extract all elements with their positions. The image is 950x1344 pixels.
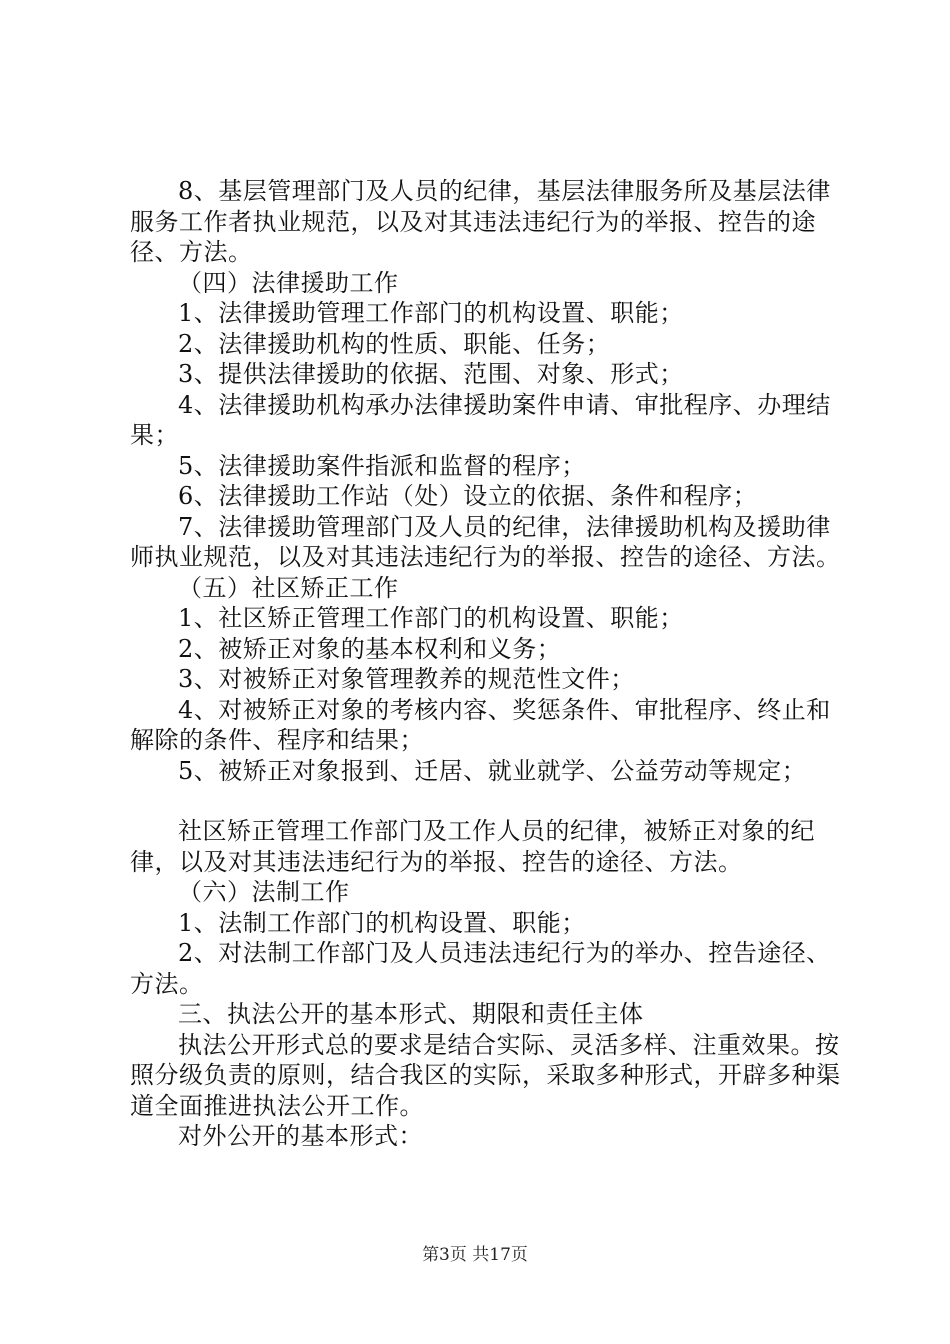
paragraph-legal-aid-7: 7、法律援助管理部门及人员的纪律，法律援助机构及援助律师执业规范，以及对其违法违纪行为的举报、控告的途径、方法。 (130, 512, 841, 571)
paragraph-legal-aid-6: 6、法律援助工作站（处）设立的依据、条件和程序； (178, 482, 758, 510)
paragraph-legal-system-2: 2、对法制工作部门及人员违法违纪行为的举办、控告途径、方法。 (130, 939, 831, 998)
paragraph-legal-aid-2: 2、法律援助机构的性质、职能、任务； (178, 329, 611, 358)
paragraph-correction-discipline: 社区矫正管理工作部门及工作人员的纪律，被矫正对象的纪律，以及对其违法违纪行为的举报、控告的途径、方法。 (130, 817, 815, 876)
paragraph-spacer (130, 786, 842, 816)
paragraph-correction-1: 1、社区矫正管理工作部门的机构设置、职能； (178, 604, 684, 632)
section-heading-legal-system: （六）法制工作 (178, 878, 350, 906)
paragraph-correction-2: 2、被矫正对象的基本权利和义务； (178, 634, 562, 663)
paragraph-correction-5: 5、被矫正对象报到、迁居、就业就学、公益劳动等规定； (178, 756, 807, 785)
paragraph-legal-aid-3: 3、提供法律援助的依据、范围、对象、形式； (178, 360, 684, 388)
page-number-footer: 第3页 共17页 (422, 1245, 528, 1265)
paragraph-legal-aid-5: 5、法律援助案件指派和监督的程序； (178, 451, 586, 480)
paragraph-legal-system-1: 1、法制工作部门的机构设置、职能； (178, 908, 586, 937)
section-heading-disclosure-forms: 三、执法公开的基本形式、期限和责任主体 (178, 1000, 644, 1028)
paragraph-correction-4: 4、对被矫正对象的考核内容、奖惩条件、审批程序、终止和解除的条件、程序和结果； (130, 695, 831, 754)
paragraph-correction-3: 3、对被矫正对象管理教养的规范性文件； (178, 665, 635, 693)
section-heading-community-correction: （五）社区矫正工作 (178, 573, 399, 602)
paragraph-item-8: 8、基层管理部门及人员的纪律，基层法律服务所及基层法律服务工作者执业规范，以及对其违法违纪行为的举报、控告的途径、方法。 (130, 177, 831, 266)
section-heading-legal-aid: （四）法律援助工作 (178, 268, 399, 297)
document-body (130, 176, 842, 1152)
paragraph-legal-aid-4: 4、法律援助机构承办法律援助案件申请、审批程序、办理结果； (130, 390, 831, 449)
paragraph-disclosure-requirements: 执法公开形式总的要求是结合实际、灵活多样、注重效果。按照分级负责的原则，结合我区的实际，采取多种形式，开辟多种渠道全面推进执法公开工作。 (130, 1030, 841, 1120)
paragraph-external-disclosure: 对外公开的基本形式： (178, 1122, 423, 1150)
paragraph-legal-aid-1: 1、法律援助管理工作部门的机构设置、职能； (178, 299, 684, 327)
